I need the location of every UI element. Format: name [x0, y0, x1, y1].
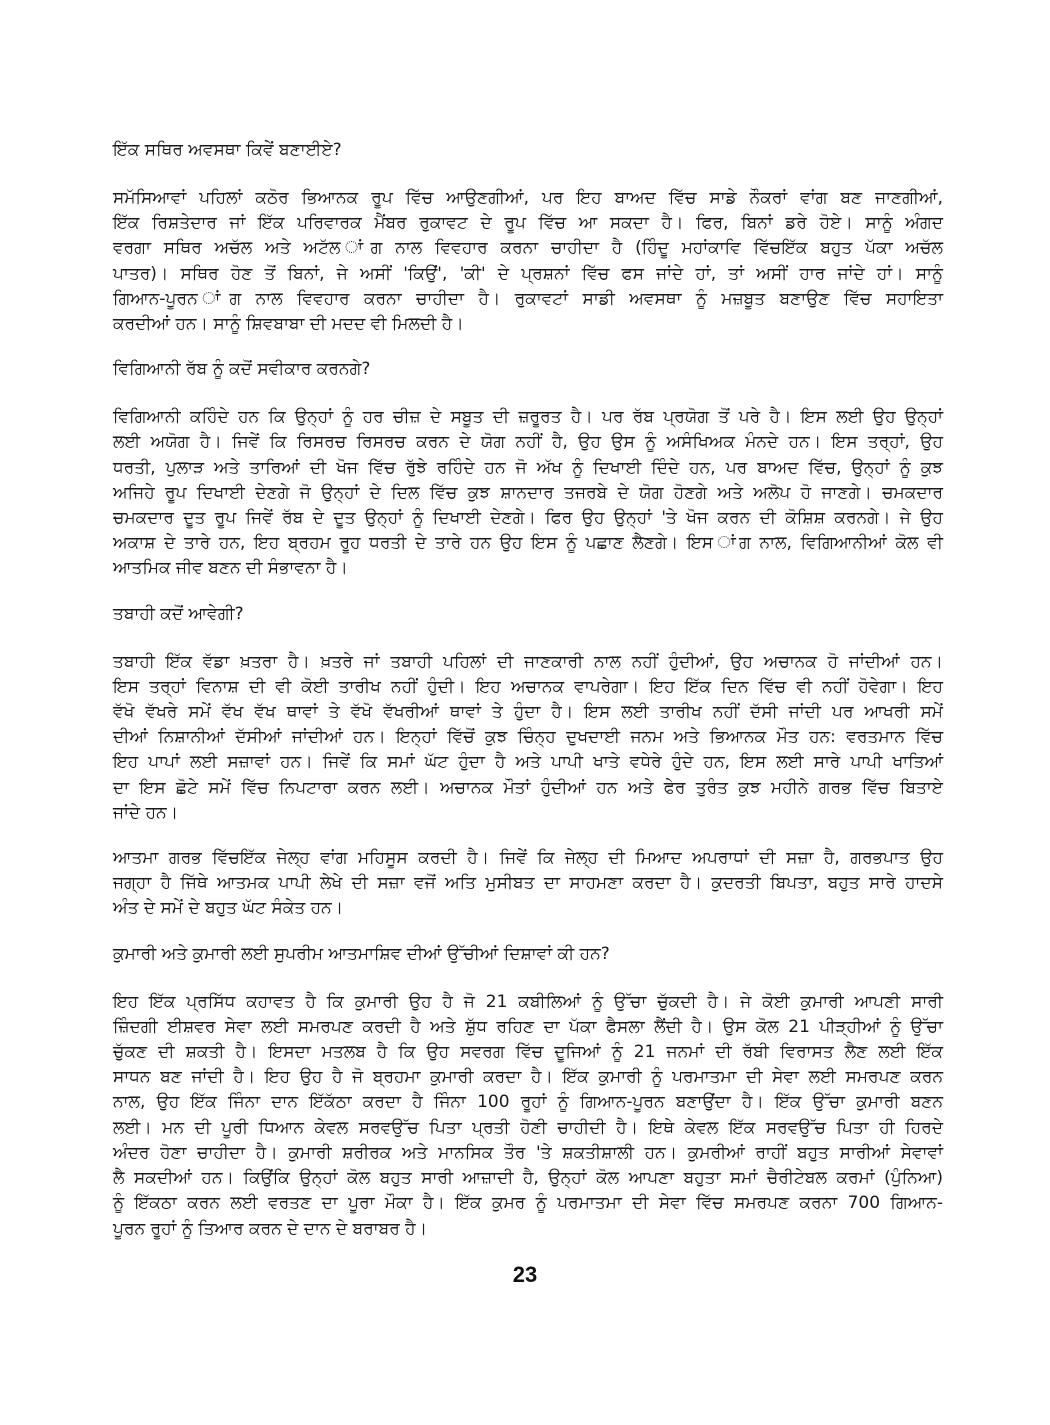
text-line: ਅੰਦਰ ਹੋਣਾ ਚਾਹੀਦਾ ਹੈ। ਕੁਮਾਰੀ ਸ਼ਰੀਰਕ ਅਤੇ ਮਾਨਸਿਕ ਤੌਰ 'ਤੇ ਸ਼ਕਤੀਸ਼ਾਲੀ ਹਨ। ਕੁਮਰੀਆਂ ਰਾਹੀਂ ਬਹੁਤ ਸਾਰੀਆਂ ਸੇਵਾਵਾਂ — [113, 1142, 943, 1163]
text-line: ਜ਼ਿੰਦਗੀ ਈਸ਼ਵਰ ਸੇਵਾ ਲਈ ਸਮਰਪਣ ਕਰਦੀ ਹੈ ਅਤੇ ਸ਼ੁੱਧ ਰਹਿਣ ਦਾ ਪੱਕਾ ਫੈਸਲਾ ਲੈਂਦੀ ਹੈ। ਉਸ ਕੋਲ 21 ਪੀੜ੍ਹੀਆਂ ਨੂੰ ਉੱਚਾ — [113, 1016, 943, 1037]
text-line: ਲਈ। ਮਨ ਦੀ ਪੂਰੀ ਧਿਆਨ ਕੇਵਲ ਸਰਵਉੱਚ ਪਿਤਾ ਪ੍ਰਤੀ ਹੋਣੀ ਚਾਹੀਦੀ ਹੈ। ਇਥੇ ਕੇਵਲ ਇੱਕ ਸਰਵਉੱਚ ਪਿਤਾ ਹੀ ਹਿਰਦੇ — [113, 1117, 943, 1138]
section-heading: ਕੁਮਾਰੀ ਅਤੇ ਕੁਮਾਰੀ ਲਈ ਸੁਪਰੀਮ ਆਤਮਾਸ਼ਿਵ ਦੀਆਂ ਉੱਚੀਆਂ ਦਿਸ਼ਾਵਾਂ ਕੀ ਹਨ? — [113, 943, 610, 964]
section-destruction — [113, 602, 943, 922]
section-heading: ਵਿਗਿਆਨੀ ਰੱਬ ਨੂੰ ਕਦੋਂ ਸਵੀਕਾਰ ਕਰਨਗੇ? — [113, 359, 371, 380]
text-line: ਵੱਖੋ ਵੱਖਰੇ ਸਮੇਂ ਵੱਖ ਵੱਖ ਥਾਵਾਂ ਤੇ ਵੱਖੋ ਵੱਖਰੀਆਂ ਥਾਵਾਂ ਤੇ ਹੁੰਦਾ ਹੈ। ਇਸ ਲਈ ਤਾਰੀਖ ਨਹੀਂ ਦੱਸੀ ਜਾਂਦੀ ਪਰ ਆਖਰੀ ਸਮੇਂ — [113, 702, 943, 723]
section-heading: ਇੱਕ ਸਥਿਰ ਅਵਸਥਾ ਕਿਵੇਂ ਬਣਾਈਏ? — [113, 140, 342, 160]
text-line: ਵਰਗਾ ਸਥਿਰ ਅਚੱਲ ਅਤੇ ਅਟੱਲ ਾਂਗ ਨਾਲ ਵਿਵਹਾਰ ਕਰਨਾ ਚਾਹੀਦਾ ਹੈ (ਹਿੰਦੂ ਮਹਾਂਕਾਵਿ ਵਿੱਚਇੱਕ ਬਹੁਤ ਪੱਕਾ ਅਚੱਲ — [113, 238, 943, 259]
text-line: ਪਾਤਰ)। ਸਥਿਰ ਹੋਣ ਤੋਂ ਬਿਨਾਂ, ਜੇ ਅਸੀਂ 'ਕਿਉਂ', 'ਕੀ' ਦੇ ਪ੍ਰਸ਼ਨਾਂ ਵਿੱਚ ਫਸ ਜਾਂਦੇ ਹਾਂ, ਤਾਂ ਅਸੀਂ ਹਾਰ ਜਾਂਦੇ ਹਾਂ। ਸਾਨੂੰ — [113, 263, 943, 284]
text-line: ਇਹ ਪਾਪਾਂ ਲਈ ਸਜ਼ਾਵਾਂ ਹਨ। ਜਿਵੇਂ ਕਿ ਸਮਾਂ ਘੱਟ ਹੁੰਦਾ ਹੈ ਅਤੇ ਪਾਪੀ ਖਾਤੇ ਵਧੇਰੇ ਹੁੰਦੇ ਹਨ, ਇਸ ਲਈ ਸਾਰੇ ਪਾਪੀ ਖਾਤਿਆਂ — [113, 752, 943, 773]
text-line: ਤਬਾਹੀ ਇੱਕ ਵੱਡਾ ਖ਼ਤਰਾ ਹੈ। ਖ਼ਤਰੇ ਜਾਂ ਤਬਾਹੀ ਪਹਿਲਾਂ ਦੀ ਜਾਣਕਾਰੀ ਨਾਲ ਨਹੀਂ ਹੁੰਦੀਆਂ, ਉਹ ਅਚਾਨਕ ਹੋ ਜਾਂਦੀਆਂ ਹਨ। — [113, 651, 943, 672]
section-scientists-accept-god — [113, 357, 943, 581]
text-line: ਨੂੰ ਇੱਕਠਾ ਕਰਨ ਲਈ ਵਰਤਣ ਦਾ ਪੂਰਾ ਮੌਕਾ ਹੈ। ਇੱਕ ਕੁਮਰ ਨੂੰ ਪਰਮਾਤਮਾ ਦੀ ਸੇਵਾ ਵਿੱਚ ਸਮਰਪਣ ਕਰਨਾ 700 ਗਿਆਨ- — [113, 1193, 943, 1214]
text-line: ਅੰਤ ਦੇ ਸਮੇਂ ਦੇ ਬਹੁਤ ਘੱਟ ਸੰਕੇਤ ਹਨ। — [113, 898, 344, 919]
text-line: ਵਿਗਿਆਨੀ ਕਹਿੰਦੇ ਹਨ ਕਿ ਉਨ੍ਹਾਂ ਨੂੰ ਹਰ ਚੀਜ਼ ਦੇ ਸਬੂਤ ਦੀ ਜ਼ਰੂਰਤ ਹੈ। ਪਰ ਰੱਬ ਪ੍ਰਯੋਗ ਤੋਂ ਪਰੇ ਹੈ। ਇਸ ਲਈ ਉਹ ਉਨ੍ਹਾਂ — [113, 407, 943, 428]
text-line: ਗਿਆਨ-ਪੂਰਨ ਾਂਗ ਨਾਲ ਵਿਵਹਾਰ ਕਰਨਾ ਚਾਹੀਦਾ ਹੈ। ਰੁਕਾਵਟਾਂ ਸਾਡੀ ਅਵਸਥਾ ਨੂੰ ਮਜ਼ਬੂਤ ਬਣਾਉਣ ਵਿੱਚ ਸਹਾਇਤਾ — [113, 288, 943, 309]
text-line: ਆਤਮਾ ਗਰਭ ਵਿੱਚਇੱਕ ਜੇਲ੍ਹ ਵਾਂਗ ਮਹਿਸੂਸ ਕਰਦੀ ਹੈ। ਜਿਵੇਂ ਕਿ ਜੇਲ੍ਹ ਦੀ ਮਿਆਦ ਅਪਰਾਧਾਂ ਦੀ ਸਜ਼ਾ ਹੈ, ਗਰਭਪਾਤ ਉਹ — [113, 848, 943, 869]
text-line: ਅਜਿਹੇ ਰੂਪ ਦਿਖਾਈ ਦੇਣਗੇ ਜੋ ਉਨ੍ਹਾਂ ਦੇ ਦਿਲ ਵਿੱਚ ਕੁਝ ਸ਼ਾਨਦਾਰ ਤਜਰਬੇ ਦੇ ਯੋਗ ਹੋਣਗੇ ਅਤੇ ਅਲੋਪ ਹੋ ਜਾਣਗੇ। ਚਮਕਦਾਰ — [113, 482, 943, 503]
text-line: ਇੱਕ ਰਿਸ਼ਤੇਦਾਰ ਜਾਂ ਇੱਕ ਪਰਿਵਾਰਕ ਮੈਂਬਰ ਰੁਕਾਵਟ ਦੇ ਰੂਪ ਵਿੱਚ ਆ ਸਕਦਾ ਹੈ। ਫਿਰ, ਬਿਨਾਂ ਡਰੇ ਹੋਏ। ਸਾਨੂੰ ਅੰਗਦ — [113, 213, 943, 234]
text-line: ਦਾ ਇਸ ਛੋਟੇ ਸਮੇਂ ਵਿੱਚ ਨਿਪਟਾਰਾ ਕਰਨ ਲਈ। ਅਚਾਨਕ ਮੌਤਾਂ ਹੁੰਦੀਆਂ ਹਨ ਅਤੇ ਫੇਰ ਤੁਰੰਤ ਕੁਝ ਮਹੀਨੇ ਗਰਭ ਵਿੱਚ ਬਿਤਾਏ — [113, 777, 943, 798]
text-line: ਸਾਧਨ ਬਣ ਜਾਂਦੀ ਹੈ। ਇਹ ਉਹ ਹੈ ਜੋ ਬ੍ਰਹਮਾ ਕੁਮਾਰੀ ਕਰਦਾ ਹੈ। ਇੱਕ ਕੁਮਾਰੀ ਨੂੰ ਪਰਮਾਤਮਾ ਦੀ ਸੇਵਾ ਲਈ ਸਮਰਪਣ ਕਰਨ — [113, 1067, 943, 1088]
text-line: ਪੂਰਨ ਰੂਹਾਂ ਨੂੰ ਤਿਆਰ ਕਰਨ ਦੇ ਦਾਨ ਦੇ ਬਰਾਬਰ ਹੈ। — [113, 1218, 428, 1239]
text-line: ਲਈ ਅਯੋਗ ਹੈ। ਜਿਵੇਂ ਕਿ ਰਿਸਰਚ ਰਿਸਰਚ ਕਰਨ ਦੇ ਯੋਗ ਨਹੀਂ ਹੈ, ਉਹ ਉਸ ਨੂੰ ਅਸੰਖਿਅਕ ਮੰਨਦੇ ਹਨ। ਇਸ ਤਰ੍ਹਾਂ, ਉਹ — [113, 432, 943, 453]
text-line: ਚਮਕਦਾਰ ਦੂਤ ਰੂਪ ਜਿਵੇਂ ਰੱਬ ਦੇ ਦੂਤ ਉਨ੍ਹਾਂ ਨੂੰ ਦਿਖਾਈ ਦੇਣਗੇ। ਫਿਰ ਉਹ ਉਨ੍ਹਾਂ 'ਤੇ ਖੋਜ ਕਰਨ ਦੀ ਕੋਸ਼ਿਸ਼ ਕਰਨਗੇ। ਜੇ ਉਹ — [113, 508, 943, 529]
text-line: ਚੁੱਕਣ ਦੀ ਸ਼ਕਤੀ ਹੈ। ਇਸਦਾ ਮਤਲਬ ਹੈ ਕਿ ਉਹ ਸਵਰਗ ਵਿੱਚ ਦੂਜਿਆਂ ਨੂੰ 21 ਜਨਮਾਂ ਦੀ ਰੱਬੀ ਵਿਰਾਸਤ ਲੈਣ ਲਈ ਇੱਕ — [113, 1042, 943, 1063]
paragraph — [113, 650, 943, 826]
text-line: ਜਾਂਦੇ ਹਨ। — [113, 802, 179, 823]
paragraph — [113, 846, 943, 922]
section-kumari-directions — [113, 942, 943, 1242]
text-line: ਜਗ੍ਹਾ ਹੈ ਜਿੱਥੇ ਆਤਮਕ ਪਾਪੀ ਲੇਖੇ ਦੀ ਸਜ਼ਾ ਵਜੋਂ ਅਤਿ ਮੁਸੀਬਤ ਦਾ ਸਾਹਮਣਾ ਕਰਦਾ ਹੈ। ਕੁਦਰਤੀ ਬਿਪਤਾ, ਬਹੁਤ ਸਾਰੇ ਹਾਦਸੇ — [113, 873, 943, 894]
text-line: ਲੈ ਸਕਦੀਆਂ ਹਨ। ਕਿਉਂਕਿ ਉਨ੍ਹਾਂ ਕੋਲ ਬਹੁਤ ਸਾਰੀ ਆਜ਼ਾਦੀ ਹੈ, ਉਨ੍ਹਾਂ ਕੋਲ ਆਪਣਾ ਬਹੁਤਾ ਸਮਾਂ ਚੈਰੀਟੇਬਲ ਕਰਮਾਂ (ਪੁੰਨਿਆ) — [113, 1168, 943, 1189]
text-line: ਆਤਮਿਕ ਜੀਵ ਬਣਨ ਦੀ ਸੰਭਾਵਨਾ ਹੈ। — [113, 558, 348, 579]
text-line: ਅਕਾਸ਼ ਦੇ ਤਾਰੇ ਹਨ, ਇਹ ਬ੍ਰਹਮ ਰੂਹ ਧਰਤੀ ਦੇ ਤਾਰੇ ਹਨ ਉਹ ਇਸ ਨੂੰ ਪਛਾਣ ਲੈਣਗੇ। ਇਸ ਾਂਗ ਨਾਲ, ਵਿਗਿਆਨੀਆਂ ਕੋਲ ਵੀ — [113, 533, 943, 554]
text-line: ਕਰਦੀਆਂ ਹਨ। ਸਾਨੂੰ ਸ਼ਿਵਬਾਬਾ ਦੀ ਮਦਦ ਵੀ ਮਿਲਦੀ ਹੈ। — [113, 314, 464, 335]
section-stable-state — [113, 138, 943, 337]
text-line: ਇਹ ਇੱਕ ਪ੍ਰਸਿੱਧ ਕਹਾਵਤ ਹੈ ਕਿ ਕੁਮਾਰੀ ਉਹ ਹੈ ਜੋ 21 ਕਬੀਲਿਆਂ ਨੂੰ ਉੱਚਾ ਚੁੱਕਦੀ ਹੈ। ਜੇ ਕੋਈ ਕੁਮਾਰੀ ਆਪਣੀ ਸਾਰੀ — [113, 991, 943, 1012]
paragraph — [113, 405, 943, 581]
paragraph — [113, 990, 943, 1242]
paragraph — [113, 186, 943, 337]
text-line: ਦੀਆਂ ਨਿਸ਼ਾਨੀਆਂ ਦੱਸੀਆਂ ਜਾਂਦੀਆਂ ਹਨ। ਇਨ੍ਹਾਂ ਵਿੱਚੋਂ ਕੁਝ ਚਿੰਨ੍ਹ ਦੁਖਦਾਈ ਜਨਮ ਅਤੇ ਭਿਆਨਕ ਮੌਤ ਹਨ: ਵਰਤਮਾਨ ਵਿੱਚ — [113, 727, 943, 748]
text-line: ਧਰਤੀ, ਪੁਲਾੜ ਅਤੇ ਤਾਰਿਆਂ ਦੀ ਖੋਜ ਵਿੱਚ ਰੁੱਝੇ ਰਹਿੰਦੇ ਹਨ ਜੋ ਅੱਖ ਨੂੰ ਦਿਖਾਈ ਦਿੰਦੇ ਹਨ, ਪਰ ਬਾਅਦ ਵਿੱਚ, ਉਨ੍ਹਾਂ ਨੂੰ ਕੁਝ — [113, 457, 943, 478]
text-line: ਨਾਲ, ਉਹ ਇੱਕ ਜਿੰਨਾ ਦਾਨ ਇੱਕੱਠਾ ਕਰਦਾ ਹੈ ਜਿੰਨਾ 100 ਰੂਹਾਂ ਨੂੰ ਗਿਆਨ-ਪੂਰਨ ਬਣਾਉਂਦਾ ਹੈ। ਇੱਕ ਉੱਚਾ ਕੁਮਾਰੀ ਬਣਨ — [113, 1092, 943, 1113]
document-page — [113, 138, 943, 1262]
section-heading: ਤਬਾਹੀ ਕਦੋਂ ਆਵੇਗੀ? — [113, 603, 244, 624]
text-line: ਸਮੱਸਿਆਵਾਂ ਪਹਿਲਾਂ ਕਠੋਰ ਭਿਆਨਕ ਰੂਪ ਵਿੱਚ ਆਉਣਗੀਆਂ, ਪਰ ਇਹ ਬਾਅਦ ਵਿੱਚ ਸਾਡੇ ਨੌਕਰਾਂ ਵਾਂਗ ਬਣ ਜਾਣਗੀਆਂ, — [113, 188, 943, 208]
text-line: ਇਸ ਤਰ੍ਹਾਂ ਵਿਨਾਸ਼ ਦੀ ਵੀ ਕੋਈ ਤਾਰੀਖ ਨਹੀਂ ਹੁੰਦੀ। ਇਹ ਅਚਾਨਕ ਵਾਪਰੇਗਾ। ਇਹ ਇੱਕ ਦਿਨ ਵਿੱਚ ਵੀ ਨਹੀਂ ਹੋਵੇਗਾ। ਇਹ — [113, 676, 943, 697]
page-number: 23 — [512, 1262, 538, 1287]
